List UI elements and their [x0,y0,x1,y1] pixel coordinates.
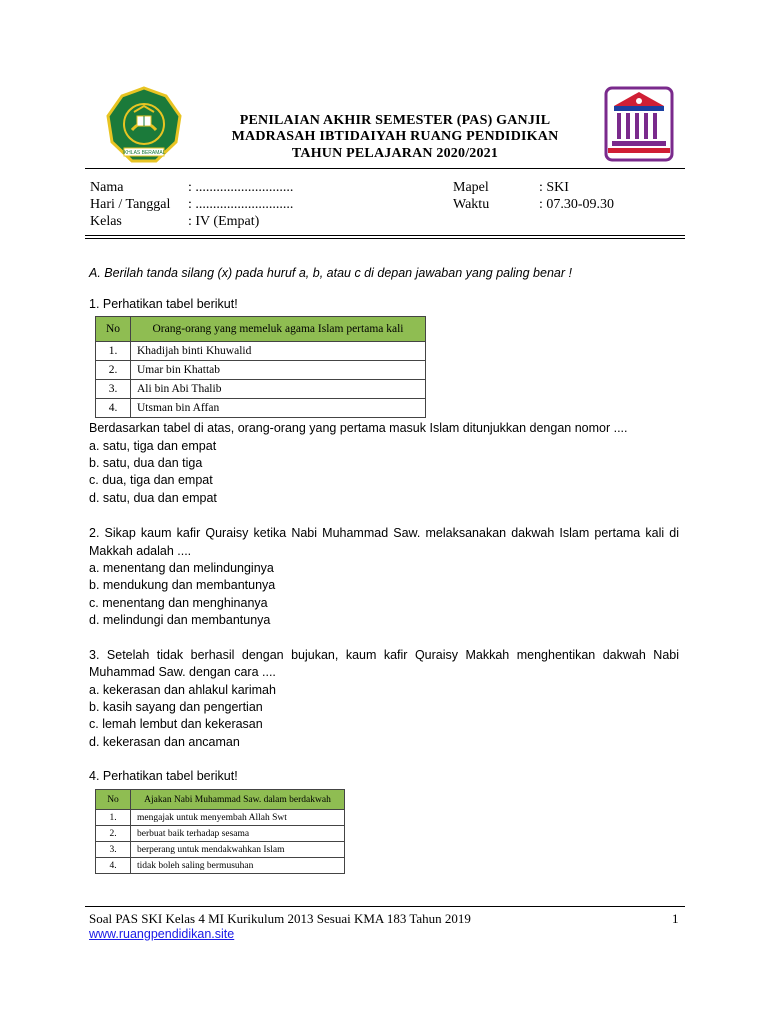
q2-line-2: Makkah adalah .... [89,544,192,558]
q1-table-header [96,317,426,342]
q1-option-d: d. satu, dua dan empat [89,491,217,505]
nama-label: Nama [90,180,124,195]
page-number: 1 [672,911,679,926]
hari-label: Hari / Tanggal [90,197,171,212]
table-cell-text: tidak boleh saling bermusuhan [131,858,345,874]
q1-option-a: a. satu, tiga dan empat [89,439,217,453]
info-rule-top [85,235,685,236]
q3-option-d: d. kekerasan dan ancaman [89,735,240,749]
info-rule-bottom [85,238,685,239]
q3-option-c: c. lemah lembut dan kekerasan [89,717,263,731]
table-cell-no: 1. [96,810,131,826]
q1-intro: 1. Perhatikan tabel berikut! [89,297,238,311]
q2-option-c: c. menentang dan menghinanya [89,596,268,610]
q3-line-2: Muhammad Saw. dengan cara .... [89,665,276,679]
table-row [96,858,345,874]
table-row [96,342,426,361]
section-a-instruction: A. Berilah tanda silang (x) pada huruf a, b, atau c di depan jawaban yang paling benar ! [89,266,572,280]
table-row [96,842,345,858]
nama-value: : ............................ [188,180,294,195]
q4-table [95,789,345,874]
q4-table-header-title: Ajakan Nabi Muhammad Saw. dalam berdakwah [131,790,345,810]
website-link[interactable]: www.ruangpendidikan.site [89,927,235,941]
table-cell-no: 4. [96,399,131,418]
q1-question: Berdasarkan tabel di atas, orang-orang yang pertama masuk Islam ditunjukkan dengan nomor .... [89,421,628,435]
q2-option-b: b. mendukung dan membantunya [89,578,276,592]
mapel-value: : SKI [539,180,569,195]
table-cell-no: 2. [96,361,131,380]
q1-table-header-no: No [96,317,131,342]
mapel-label: Mapel [453,180,489,195]
school-logo [604,86,674,162]
header-line-3: TAHUN PELAJARAN 2020/2021 [291,146,499,161]
table-row [96,361,426,380]
q1-option-b: b. satu, dua dan tiga [89,456,203,470]
table-cell-no: 3. [96,842,131,858]
hari-value: : ............................ [188,197,294,212]
q4-table-header-no: No [96,790,131,810]
footer-rule [85,906,685,907]
q4-table-header [96,790,345,810]
logo-ribbon-text: IKHLAS BERAMAL [122,150,166,156]
table-cell-no: 3. [96,380,131,399]
q4-intro: 4. Perhatikan tabel berikut! [89,769,238,783]
kelas-value: : IV (Empat) [188,214,260,229]
header-line-2: MADRASAH IBTIDAIYAH RUANG PENDIDIKAN [231,129,559,144]
waktu-label: Waktu [453,197,490,212]
table-cell-text: berperang untuk mendakwahkan Islam [131,842,345,858]
table-cell-text: berbuat baik terhadap sesama [131,826,345,842]
q3-line-1: 3. Setelah tidak berhasil dengan bujukan, kaum kafir Quraisy Makkah menghentikan dakwah Nabi [89,648,679,662]
table-cell-text: Utsman bin Affan [131,399,426,418]
header-rule [85,168,685,169]
q1-option-c: c. dua, tiga dan empat [89,473,213,487]
kelas-label: Kelas [90,214,122,229]
table-cell-text: Ali bin Abi Thalib [131,380,426,399]
q3-option-a: a. kekerasan dan ahlakul karimah [89,683,276,697]
footer-text: Soal PAS SKI Kelas 4 MI Kurikulum 2013 Sesuai KMA 183 Tahun 2019 [89,911,471,926]
table-row [96,826,345,842]
table-cell-no: 1. [96,342,131,361]
kemenag-logo [104,86,184,166]
q1-table-header-title: Orang-orang yang memeluk agama Islam pertama kali [131,317,426,342]
q2-line-1: 2. Sikap kaum kafir Quraisy ketika Nabi Muhammad Saw. melaksanakan dakwah Islam pertama kali di [89,526,679,540]
table-cell-no: 2. [96,826,131,842]
waktu-value: : 07.30-09.30 [539,197,615,212]
q2-option-d: d. melindungi dan membantunya [89,613,271,627]
table-row [96,380,426,399]
q2-option-a: a. menentang dan melindunginya [89,561,274,575]
table-cell-text: Umar bin Khattab [131,361,426,380]
table-cell-no: 4. [96,858,131,874]
q1-table [95,316,426,418]
table-row [96,810,345,826]
table-cell-text: Khadijah binti Khuwalid [131,342,426,361]
table-row [96,399,426,418]
header-line-1: PENILAIAN AKHIR SEMESTER (PAS) GANJIL [239,113,551,128]
table-cell-text: mengajak untuk menyembah Allah Swt [131,810,345,826]
q3-option-b: b. kasih sayang dan pengertian [89,700,263,714]
